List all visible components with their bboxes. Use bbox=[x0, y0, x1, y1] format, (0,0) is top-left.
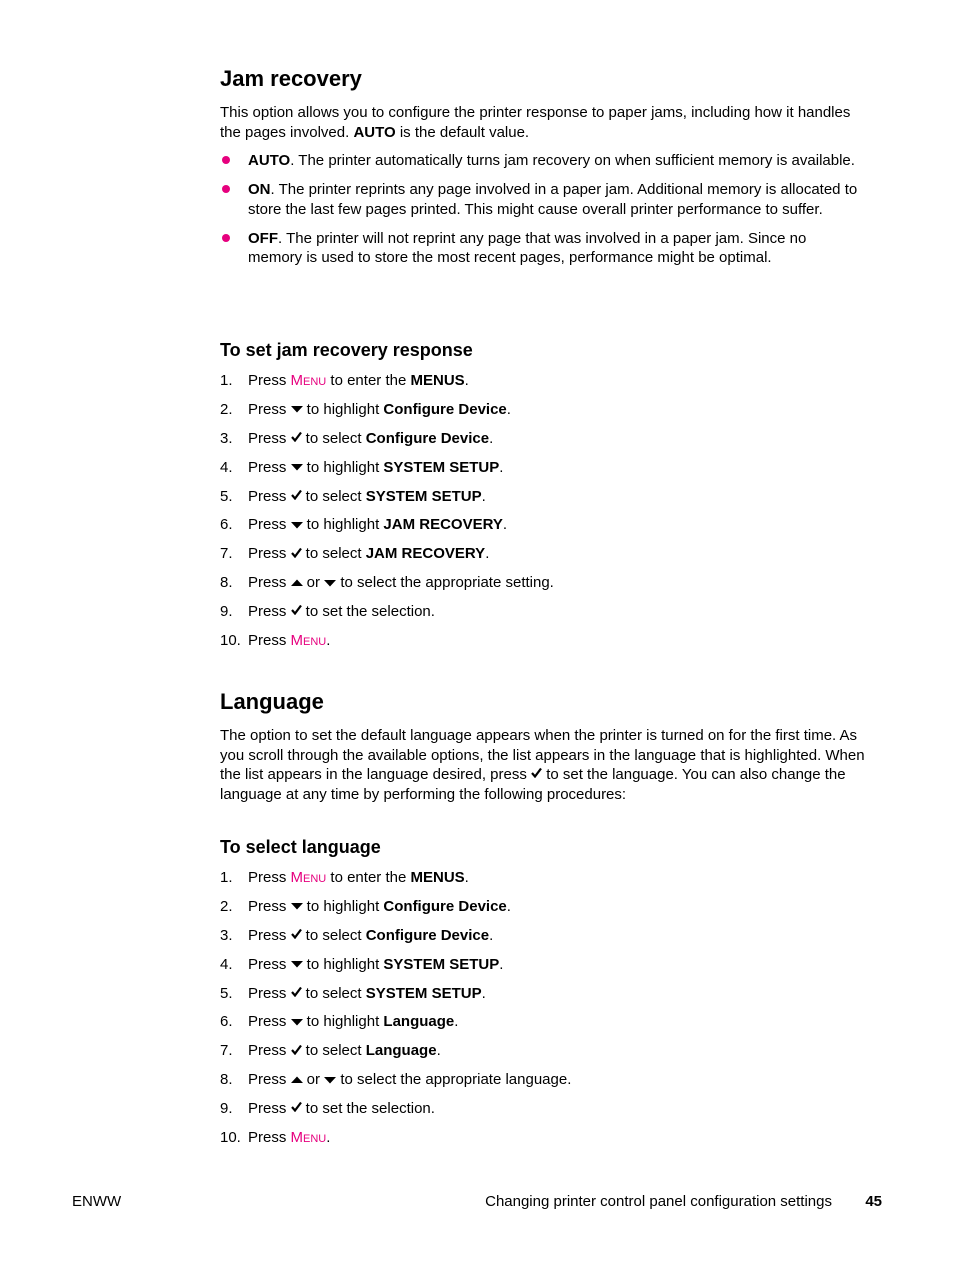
jam-recovery-intro bbox=[220, 103, 875, 142]
list-item bbox=[220, 515, 860, 544]
step-number: 9. bbox=[220, 1100, 233, 1118]
step-text: to select the appropriate setting. bbox=[336, 574, 554, 592]
step-text: Press bbox=[248, 1100, 291, 1118]
menu-item-name: SYSTEM SETUP bbox=[383, 955, 500, 973]
step-number: 4. bbox=[220, 955, 233, 973]
step-text: or bbox=[302, 574, 325, 592]
option-name: AUTO bbox=[248, 152, 291, 169]
list-item bbox=[220, 984, 860, 1013]
checkmark-icon bbox=[291, 1098, 302, 1118]
down-arrow-icon bbox=[324, 573, 336, 593]
menu-key-rest: ENU bbox=[303, 376, 327, 388]
jam-recovery-options bbox=[220, 151, 860, 277]
step-text-end: . bbox=[481, 984, 486, 1002]
list-item bbox=[220, 180, 860, 219]
down-arrow-icon bbox=[291, 515, 303, 535]
step-text: Press bbox=[248, 372, 291, 389]
step-text: Press bbox=[248, 1129, 291, 1147]
step-text-end: . bbox=[485, 545, 490, 563]
checkmark-icon bbox=[531, 764, 542, 784]
step-text-end: . bbox=[506, 400, 511, 418]
list-item bbox=[220, 229, 860, 268]
step-text-end: . bbox=[326, 1129, 331, 1147]
menu-item-name: Language bbox=[365, 1042, 437, 1060]
list-item bbox=[220, 1128, 860, 1157]
option-name: OFF bbox=[248, 229, 278, 247]
up-arrow-icon bbox=[291, 1070, 303, 1090]
step-text: to select bbox=[301, 545, 366, 563]
intro-text: The option to set the default language appears when the printer is turned on for the first time. As you scroll through the available options, the list appears in the language that is highlighted. When the list appears in the language desired, press bbox=[220, 727, 865, 783]
step-text-end: . bbox=[454, 1013, 459, 1031]
menu-item-name: Configure Device bbox=[383, 400, 507, 418]
step-number: 8. bbox=[220, 1071, 233, 1089]
checkmark-icon bbox=[291, 486, 302, 506]
step-text: to select the appropriate language. bbox=[336, 1071, 572, 1089]
step-text: Press bbox=[248, 869, 291, 886]
list-item bbox=[220, 487, 860, 516]
step-number: 9. bbox=[220, 603, 233, 621]
language-subheading: To select language bbox=[220, 837, 381, 857]
step-text: Press bbox=[248, 429, 291, 447]
step-text: Press bbox=[248, 632, 291, 650]
list-item bbox=[220, 458, 860, 487]
language-steps bbox=[220, 868, 860, 1157]
step-text: Press bbox=[248, 955, 291, 973]
step-text-end: . bbox=[489, 926, 494, 944]
step-text: Press bbox=[248, 1042, 291, 1060]
step-text: or bbox=[302, 1071, 325, 1089]
step-number: 1. bbox=[220, 372, 233, 389]
jam-recovery-heading: Jam recovery bbox=[220, 66, 362, 91]
step-text: Press bbox=[248, 1013, 291, 1031]
step-text: to select bbox=[301, 926, 366, 944]
step-text: to select bbox=[301, 1042, 366, 1060]
step-number: 3. bbox=[220, 429, 233, 447]
menu-item-name: MENUS bbox=[410, 869, 465, 886]
jam-recovery-steps bbox=[220, 371, 860, 660]
menu-item-name: SYSTEM SETUP bbox=[383, 458, 500, 476]
step-text: Press bbox=[248, 574, 291, 592]
menu-key-rest: ENU bbox=[303, 636, 327, 649]
menu-item-name: SYSTEM SETUP bbox=[365, 487, 482, 505]
step-text: to enter the bbox=[326, 372, 411, 389]
step-number: 4. bbox=[220, 458, 233, 476]
menu-key-initial: M bbox=[290, 632, 304, 650]
menu-key-rest: ENU bbox=[303, 873, 327, 885]
step-text: to select bbox=[301, 984, 366, 1002]
step-text-end: . bbox=[436, 1042, 441, 1060]
list-item bbox=[220, 400, 860, 429]
footer-left: ENWW bbox=[72, 1193, 122, 1210]
list-item bbox=[220, 544, 860, 573]
list-item bbox=[220, 151, 860, 171]
language-intro bbox=[220, 726, 875, 804]
checkmark-icon bbox=[291, 601, 302, 621]
menu-key-label bbox=[291, 869, 327, 886]
menu-key-label bbox=[291, 372, 327, 389]
step-text-end: . bbox=[502, 516, 508, 534]
down-arrow-icon bbox=[291, 457, 303, 477]
step-number: 10. bbox=[220, 632, 241, 650]
step-text: to highlight bbox=[302, 458, 384, 476]
down-arrow-icon bbox=[291, 954, 303, 974]
step-text: Press bbox=[248, 897, 291, 915]
list-item bbox=[220, 1070, 860, 1099]
step-text: to set the selection. bbox=[301, 1100, 435, 1118]
step-text: to highlight bbox=[302, 516, 384, 534]
step-text-end: . bbox=[464, 372, 469, 389]
step-text: Press bbox=[248, 516, 291, 534]
list-item bbox=[220, 1099, 860, 1128]
option-description: . The printer automatically turns jam recovery on when sufficient memory is available. bbox=[290, 152, 855, 169]
menu-key-initial: M bbox=[290, 869, 304, 886]
footer-title: Changing printer control panel configuration settings bbox=[485, 1193, 832, 1210]
option-description: . The printer reprints any page involved in a paper jam. Additional memory is allocated to store the last few pages printed. This might cause overall printer performance to suffer. bbox=[248, 181, 858, 218]
bullet-icon bbox=[222, 185, 230, 193]
intro-text-end: is the default value. bbox=[395, 123, 530, 141]
down-arrow-icon bbox=[291, 399, 303, 419]
list-item bbox=[220, 868, 860, 897]
menu-item-name: Configure Device bbox=[365, 429, 490, 447]
page-number: 45 bbox=[865, 1193, 882, 1210]
step-text: Press bbox=[248, 603, 291, 621]
step-number: 10. bbox=[220, 1129, 241, 1147]
step-number: 7. bbox=[220, 545, 233, 563]
language-heading: Language bbox=[220, 689, 324, 714]
list-item bbox=[220, 897, 860, 926]
list-item bbox=[220, 955, 860, 984]
step-number: 7. bbox=[220, 1042, 233, 1060]
down-arrow-icon bbox=[291, 896, 303, 916]
list-item bbox=[220, 602, 860, 631]
step-text: to enter the bbox=[326, 869, 411, 886]
menu-item-name: Language bbox=[383, 1013, 455, 1031]
step-text-end: . bbox=[481, 487, 486, 505]
step-text: Press bbox=[248, 487, 291, 505]
list-item bbox=[220, 1012, 860, 1041]
step-text-end: . bbox=[464, 869, 469, 886]
menu-item-name: JAM RECOVERY bbox=[365, 545, 486, 563]
up-arrow-icon bbox=[291, 573, 303, 593]
intro-text-end: to set the language. You can also change the language at any time by performing the following procedures: bbox=[220, 766, 846, 803]
step-text: Press bbox=[248, 400, 291, 418]
step-text: to highlight bbox=[302, 897, 384, 915]
menu-item-name: Configure Device bbox=[383, 897, 507, 915]
menu-key-label bbox=[291, 1129, 327, 1146]
jam-recovery-subheading: To set jam recovery response bbox=[220, 340, 473, 360]
list-item bbox=[220, 371, 860, 400]
step-text: Press bbox=[248, 458, 291, 476]
menu-key-initial: M bbox=[290, 372, 304, 389]
step-text: Press bbox=[248, 984, 291, 1002]
list-item bbox=[220, 1041, 860, 1070]
step-text-end: . bbox=[326, 632, 331, 650]
step-text: to set the selection. bbox=[301, 603, 435, 621]
option-name: ON bbox=[248, 181, 271, 198]
step-text-end: . bbox=[499, 955, 504, 973]
intro-bold: AUTO bbox=[353, 123, 396, 141]
menu-key-label bbox=[291, 632, 327, 649]
step-text: to highlight bbox=[302, 1013, 384, 1031]
checkmark-icon bbox=[291, 925, 302, 945]
step-number: 6. bbox=[220, 516, 233, 534]
menu-key-rest: ENU bbox=[303, 1133, 327, 1146]
step-text-end: . bbox=[506, 897, 511, 915]
list-item bbox=[220, 429, 860, 458]
step-text: Press bbox=[248, 545, 291, 563]
step-text: to highlight bbox=[302, 400, 384, 418]
menu-item-name: SYSTEM SETUP bbox=[365, 984, 482, 1002]
down-arrow-icon bbox=[324, 1070, 336, 1090]
step-text: to select bbox=[301, 429, 366, 447]
step-number: 3. bbox=[220, 926, 233, 944]
bullet-icon bbox=[222, 234, 230, 242]
step-number: 5. bbox=[220, 487, 233, 505]
intro-text: This option allows you to configure the printer response to paper jams, including how it handles the pages involved. bbox=[220, 104, 851, 141]
step-number: 8. bbox=[220, 574, 233, 592]
step-text: Press bbox=[248, 1071, 291, 1089]
step-number: 5. bbox=[220, 984, 233, 1002]
checkmark-icon bbox=[291, 544, 302, 564]
list-item bbox=[220, 573, 860, 602]
list-item bbox=[220, 631, 860, 660]
option-description: . The printer will not reprint any page that was involved in a paper jam. Since no memory is used to store the most recent pages, performance might be optimal. bbox=[248, 229, 807, 266]
menu-item-name: MENUS bbox=[410, 372, 465, 389]
step-text: Press bbox=[248, 926, 291, 944]
step-text: to select bbox=[301, 487, 366, 505]
step-number: 2. bbox=[220, 897, 233, 915]
bullet-icon bbox=[222, 156, 230, 164]
menu-item-name: Configure Device bbox=[365, 926, 490, 944]
menu-key-initial: M bbox=[290, 1129, 304, 1147]
checkmark-icon bbox=[291, 428, 302, 448]
step-number: 6. bbox=[220, 1013, 233, 1031]
checkmark-icon bbox=[291, 983, 302, 1003]
step-text-end: . bbox=[489, 429, 494, 447]
step-number: 2. bbox=[220, 400, 233, 418]
step-text: to highlight bbox=[302, 955, 384, 973]
list-item bbox=[220, 926, 860, 955]
step-text-end: . bbox=[499, 458, 504, 476]
down-arrow-icon bbox=[291, 1012, 303, 1032]
menu-item-name: JAM RECOVERY bbox=[383, 516, 503, 534]
step-number: 1. bbox=[220, 869, 233, 886]
checkmark-icon bbox=[291, 1041, 302, 1061]
